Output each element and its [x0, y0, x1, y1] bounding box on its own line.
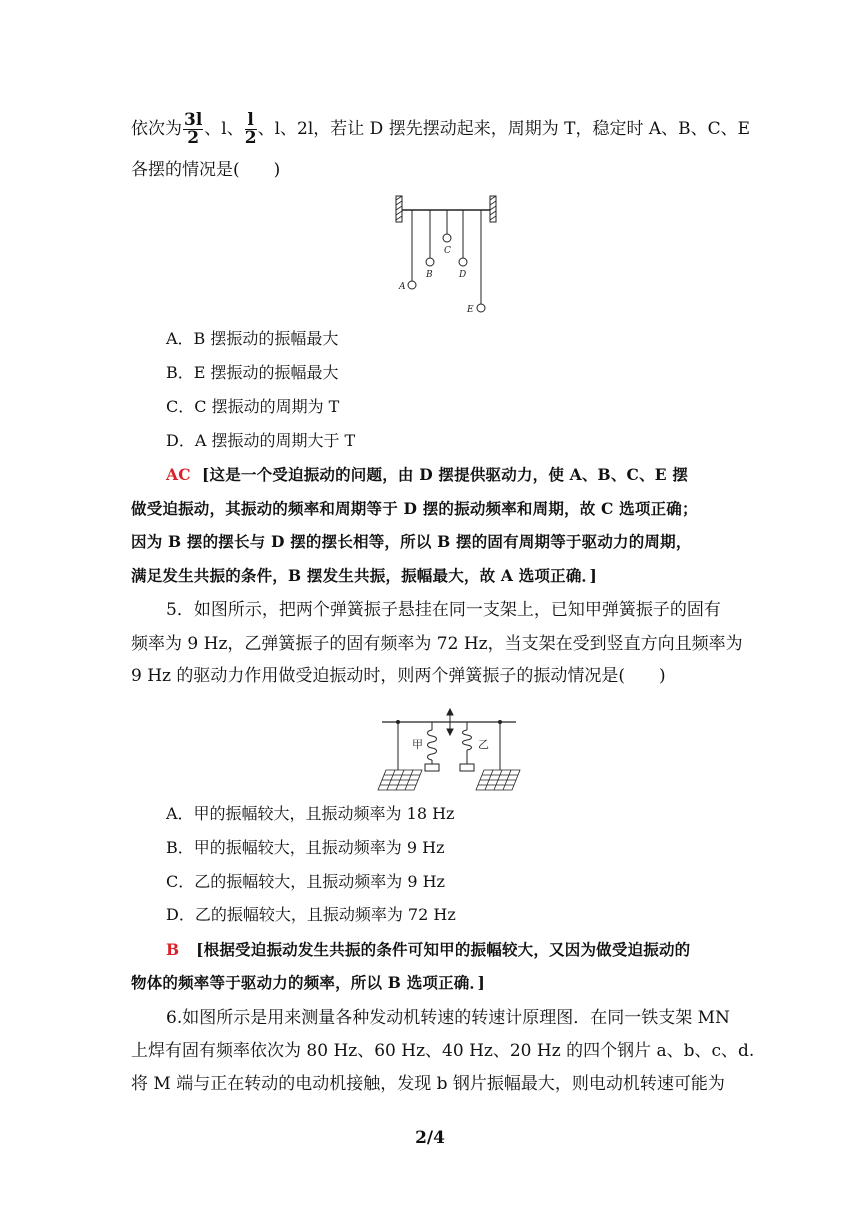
label-jia: 甲	[412, 738, 423, 751]
fraction-3l-over-2: $\frac{3l}{2}$	[184, 110, 203, 148]
q5-stem-line-2: 频率为 9 Hz，乙弹簧振子的固有频率为 72 Hz，当支架在受到竖直方向且频率为	[131, 634, 743, 654]
q4-option-c: C．C 摆振动的周期为 T	[166, 397, 340, 416]
label-d: D	[459, 270, 467, 280]
label-e: E	[467, 305, 474, 315]
q5-option-a: A．甲的振幅较大，且振动频率为 18 Hz	[166, 804, 455, 823]
q4-stem-text: 、l、2l，若让 D 摆先摆动起来，周期为 T，稳定时 A、B、C、E	[257, 119, 751, 139]
q5-answer-line-1: B [根据受迫振动发生共振的条件可知甲的振幅较大，又因为做受迫振动的	[166, 940, 691, 959]
q5-option-b: B．甲的振幅较大，且振动频率为 9 Hz	[166, 838, 445, 857]
q6-stem-line-2: 上焊有固有频率依次为 80 Hz、60 Hz、40 Hz、20 Hz 的四个钢片 a、b、c、d.	[131, 1041, 755, 1061]
q5-stem-line-1: 5．如图所示，把两个弹簧振子悬挂在同一支架上，已知甲弹簧振子的固有	[166, 600, 721, 620]
page-number: 2/4	[415, 1128, 445, 1148]
q4-option-d: D．A 摆振动的周期大于 T	[166, 431, 356, 450]
q4-option-a: A．B 摆振动的振幅最大	[166, 329, 339, 348]
spring-oscillator-figure	[370, 700, 522, 792]
q6-stem-line-1: 6.如图所示是用来测量各种发动机转速的转速计原理图．在同一铁支架 MN	[166, 1008, 730, 1028]
q4-option-b: B．E 摆振动的振幅最大	[166, 363, 339, 382]
label-c: C	[444, 246, 451, 256]
q4-stem-text: 、l、	[204, 119, 244, 139]
label-yi: 乙	[478, 738, 489, 751]
q4-answer-line-1: AC [这是一个受迫振动的问题，由 D 摆提供驱动力，使 A、B、C、E 摆	[166, 465, 689, 484]
pendulum-bob-e	[477, 304, 485, 312]
q6-stem-line-3: 将 M 端与正在转动的电动机接触，发现 b 钢片振幅最大，则电动机转速可能为	[131, 1074, 725, 1094]
q4-answer-line-4: 满足发生共振的条件，B 摆发生共振，振幅最大，故 A 选项正确．]	[131, 566, 598, 585]
q4-answer-line-3: 因为 B 摆的摆长与 D 摆的摆长相等，所以 B 摆的固有周期等于驱动力的周期，	[131, 532, 692, 551]
q5-answer-line-2: 物体的频率等于驱动力的频率，所以 B 选项正确．]	[131, 973, 485, 992]
q4-stem-text: 依次为	[131, 119, 182, 139]
q5-option-d: D．乙的振幅较大，且振动频率为 72 Hz	[166, 905, 456, 924]
label-a: A	[399, 282, 406, 292]
pendulum-bob-a	[408, 281, 416, 289]
q5-option-c: C．乙的振幅较大，且振动频率为 9 Hz	[166, 872, 445, 891]
pendulum-figure	[392, 194, 504, 318]
q4-answer-line-2: 做受迫振动，其振动的频率和周期等于 D 摆的振动频率和周期，故 C 选项正确；	[131, 499, 698, 518]
pendulum-bob-b	[426, 258, 434, 266]
q4-answer-tag: AC	[166, 465, 191, 484]
pendulum-bob-d	[459, 258, 467, 266]
q4-stem-line-2: 各摆的情况是( )	[131, 160, 281, 180]
q4-stem-line-1	[131, 110, 751, 148]
label-b: B	[426, 270, 433, 280]
q5-answer-tag: B	[166, 940, 180, 959]
q5-stem-line-3: 9 Hz 的驱动力作用做受迫振动时，则两个弹簧振子的振动情况是( )	[131, 666, 666, 686]
fraction-l-over-2: $\frac{l}{2}$	[244, 110, 257, 148]
pendulum-bob-c	[443, 234, 451, 242]
